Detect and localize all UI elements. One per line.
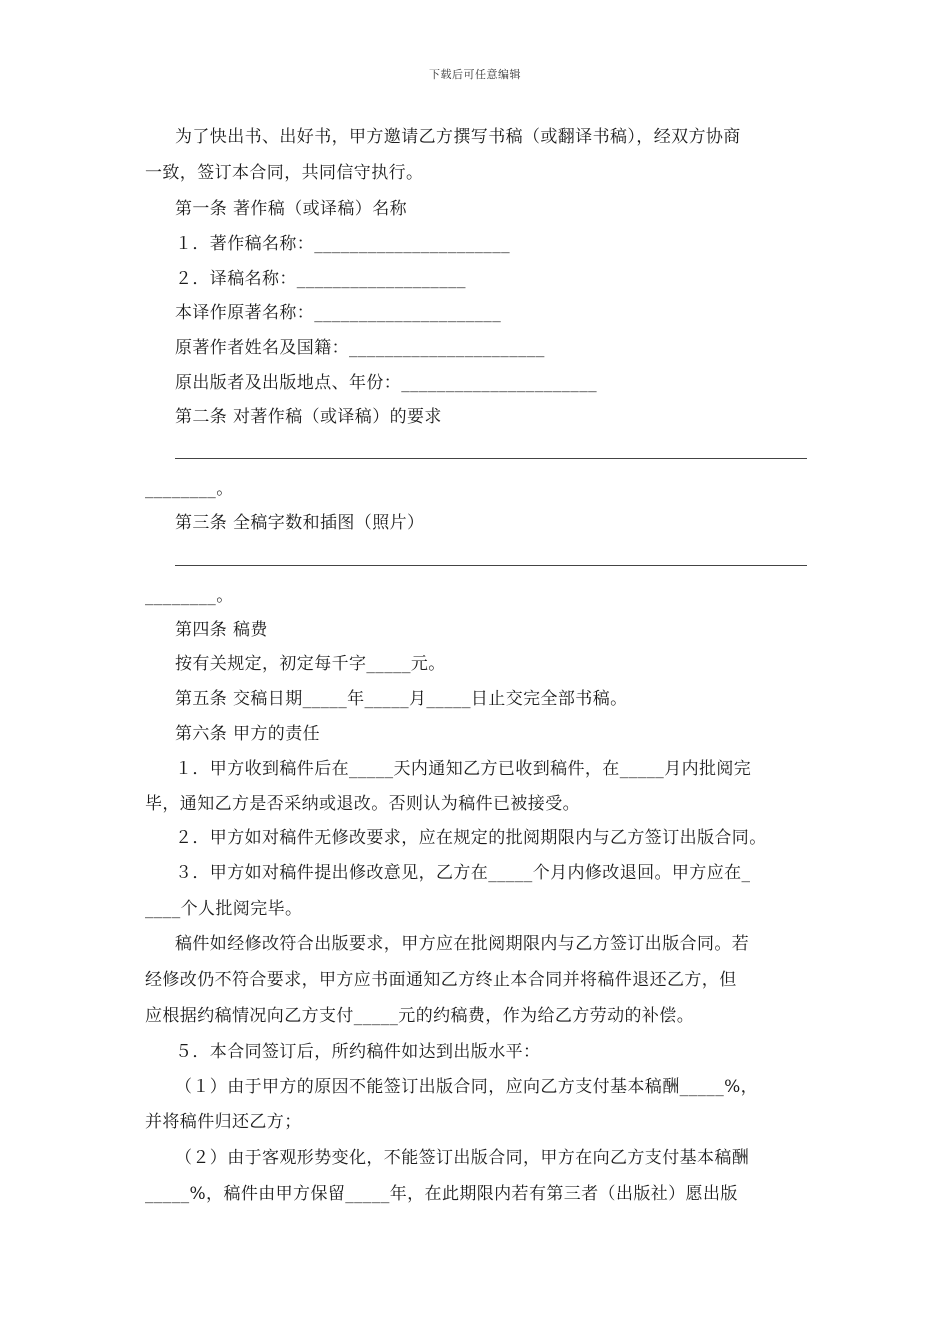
clause-2-line: ２．甲方如对稿件无修改要求，应在规定的批阅期限内与乙方签订出版合同。 xyxy=(175,828,767,848)
page-header: 下载后可任意编辑 xyxy=(429,68,521,81)
clause-5-line: ５．本合同签订后，所约稿件如达到出版水平： xyxy=(175,1042,541,1062)
translation-name-line: ２．译稿名称：___________________ xyxy=(175,269,466,289)
intro-line-2: 一致，签订本合同，共同信守执行。 xyxy=(145,163,424,183)
clause-1-line-2: 毕，通知乙方是否采纳或退改。否则认为稿件已被接受。 xyxy=(145,794,580,814)
sub-1-line-2: 并将稿件归还乙方； xyxy=(145,1112,302,1132)
sub-1-line-1: （１）由于甲方的原因不能签订出版合同，应向乙方支付基本稿酬_____%， xyxy=(175,1077,759,1097)
sub-2-line-2: _____%，稿件由甲方保留_____年，在此期限内若有第三者（出版社）愿出版 xyxy=(145,1184,738,1204)
article-6-heading: 第六条 甲方的责任 xyxy=(175,724,321,744)
article-3-blank-end: ________。 xyxy=(145,586,234,606)
revision-para-line-1: 稿件如经修改符合出版要求，甲方应在批阅期限内与乙方签订出版合同。若 xyxy=(175,934,750,954)
article-3-blank-rule xyxy=(175,565,807,566)
article-1-heading: 第一条 著作稿（或译稿）名称 xyxy=(175,199,408,219)
original-title-line: 本译作原著名称：_____________________ xyxy=(175,303,502,323)
clause-3-line-2: ____个人批阅完毕。 xyxy=(145,899,303,919)
fee-line: 按有关规定，初定每千字_____元。 xyxy=(175,654,446,674)
intro-line-1: 为了快出书、出好书，甲方邀请乙方撰写书稿（或翻译书稿），经双方协商 xyxy=(175,127,741,147)
original-author-line: 原著作者姓名及国籍：______________________ xyxy=(175,338,545,358)
manuscript-name-line: １．著作稿名称：______________________ xyxy=(175,234,510,254)
article-2-blank-end: ________。 xyxy=(145,479,234,499)
article-5-line: 第五条 交稿日期_____年_____月_____日止交完全部书稿。 xyxy=(175,689,628,709)
article-4-heading: 第四条 稿费 xyxy=(175,620,268,640)
article-2-heading: 第二条 对著作稿（或译稿）的要求 xyxy=(175,407,442,427)
sub-2-line-1: （２）由于客观形势变化，不能签订出版合同，甲方在向乙方支付基本稿酬 xyxy=(175,1148,750,1168)
clause-1-line-1: １．甲方收到稿件后在_____天内通知乙方已收到稿件，在_____月内批阅完 xyxy=(175,759,752,779)
article-2-blank-rule xyxy=(175,458,807,459)
revision-para-line-2: 经修改仍不符合要求，甲方应书面通知乙方终止本合同并将稿件退还乙方，但 xyxy=(145,970,737,990)
article-3-heading: 第三条 全稿字数和插图（照片） xyxy=(175,513,425,533)
revision-para-line-3: 应根据约稿情况向乙方支付_____元的约稿费，作为给乙方劳动的补偿。 xyxy=(145,1006,695,1026)
original-publisher-line: 原出版者及出版地点、年份：______________________ xyxy=(175,373,597,393)
clause-3-line-1: ３．甲方如对稿件提出修改意见，乙方在_____个月内修改退回。甲方应在_ xyxy=(175,863,751,883)
